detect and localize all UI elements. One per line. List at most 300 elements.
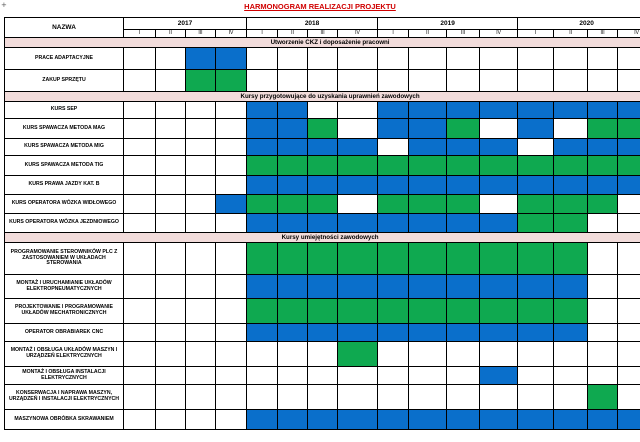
schedule-cell-blue xyxy=(247,176,278,195)
schedule-cell-blue xyxy=(308,324,338,342)
schedule-cell xyxy=(216,275,247,299)
schedule-cell-blue xyxy=(378,119,409,139)
row-name: OPERATOR OBRABIAREK CNC xyxy=(5,324,124,342)
schedule-cell-green xyxy=(588,385,618,410)
schedule-cell-blue xyxy=(447,139,480,156)
schedule-cell-blue xyxy=(338,324,378,342)
year-header: 2018 xyxy=(247,18,378,30)
schedule-cell xyxy=(518,48,554,70)
schedule-cell xyxy=(247,70,278,92)
schedule-cell-blue xyxy=(588,102,618,119)
schedule-cell xyxy=(554,385,588,410)
quarter-header: I xyxy=(124,30,156,38)
row-name: PROGRAMOWANIE STEROWNIKÓW PLC Z ZASTOSOWANIEM W UKŁADACH STEROWANIA xyxy=(5,243,124,275)
schedule-cell xyxy=(156,102,186,119)
schedule-cell xyxy=(186,102,216,119)
schedule-cell xyxy=(156,299,186,324)
schedule-cell xyxy=(480,385,518,410)
schedule-cell-green xyxy=(447,195,480,214)
table-row xyxy=(5,139,640,156)
schedule-cell-blue xyxy=(518,410,554,430)
schedule-cell xyxy=(618,367,640,385)
schedule-cell xyxy=(378,342,409,367)
schedule-cell-green xyxy=(338,243,378,275)
table-anchor-icon: + xyxy=(1,1,7,9)
schedule-cell xyxy=(588,70,618,92)
schedule-cell xyxy=(156,214,186,233)
schedule-cell xyxy=(156,119,186,139)
schedule-cell xyxy=(186,367,216,385)
quarter-header: I xyxy=(378,30,409,38)
row-name: KURS PRAWA JAZDY KAT. B xyxy=(5,176,124,195)
schedule-cell-blue xyxy=(378,176,409,195)
schedule-cell-green xyxy=(308,156,338,176)
schedule-cell xyxy=(447,48,480,70)
schedule-cell xyxy=(308,367,338,385)
schedule-cell xyxy=(618,214,640,233)
schedule-cell-blue xyxy=(480,214,518,233)
section-title: Kursy umiejętności zawodowych xyxy=(5,233,640,243)
schedule-cell-blue xyxy=(588,176,618,195)
schedule-cell xyxy=(308,102,338,119)
quarter-header: IV xyxy=(216,30,247,38)
schedule-cell xyxy=(308,70,338,92)
section-title: Kursy przygotowujące do uzyskania uprawnień zawodowych xyxy=(5,92,640,102)
section-row xyxy=(5,38,640,48)
schedule-cell-green xyxy=(247,299,278,324)
schedule-cell-green xyxy=(618,156,640,176)
row-name: MONTAŻ I OBSŁUGA INSTALACJI ELEKTRYCZNYCH xyxy=(5,367,124,385)
schedule-cell-green xyxy=(278,195,308,214)
schedule-cell-blue xyxy=(216,48,247,70)
schedule-cell xyxy=(480,70,518,92)
schedule-cell xyxy=(156,275,186,299)
schedule-cell-blue xyxy=(247,324,278,342)
schedule-cell xyxy=(480,195,518,214)
schedule-cell xyxy=(338,119,378,139)
table-row xyxy=(5,342,640,367)
schedule-cell-green xyxy=(409,299,447,324)
header-year-row xyxy=(5,18,640,30)
schedule-cell xyxy=(124,243,156,275)
schedule-cell xyxy=(308,385,338,410)
schedule-cell-blue xyxy=(308,410,338,430)
schedule-cell-blue xyxy=(409,139,447,156)
schedule-cell xyxy=(124,385,156,410)
schedule-cell xyxy=(308,48,338,70)
schedule-cell xyxy=(124,48,156,70)
schedule-cell xyxy=(156,243,186,275)
schedule-cell-blue xyxy=(447,410,480,430)
schedule-cell xyxy=(447,342,480,367)
schedule-cell-blue xyxy=(308,176,338,195)
schedule-cell-blue xyxy=(554,176,588,195)
schedule-cell-blue xyxy=(480,139,518,156)
schedule-cell-green xyxy=(447,156,480,176)
schedule-cell xyxy=(156,139,186,156)
schedule-cell-green xyxy=(308,299,338,324)
quarter-header: III xyxy=(588,30,618,38)
schedule-cell-green xyxy=(409,195,447,214)
schedule-cell-green xyxy=(588,119,618,139)
table-row xyxy=(5,385,640,410)
schedule-cell-blue xyxy=(378,410,409,430)
section-title: Utworzenie CKZ i doposażenie pracowni xyxy=(5,38,640,48)
schedule-cell-green xyxy=(518,195,554,214)
schedule-cell-green xyxy=(378,156,409,176)
schedule-cell-blue xyxy=(278,119,308,139)
schedule-cell-green xyxy=(278,156,308,176)
table-row xyxy=(5,195,640,214)
schedule-cell xyxy=(216,176,247,195)
schedule-cell xyxy=(124,275,156,299)
schedule-cell xyxy=(216,299,247,324)
table-row xyxy=(5,275,640,299)
schedule-cell xyxy=(588,214,618,233)
schedule-cell-blue xyxy=(554,139,588,156)
schedule-cell xyxy=(618,342,640,367)
schedule-cell xyxy=(480,119,518,139)
schedule-cell xyxy=(247,367,278,385)
schedule-cell xyxy=(447,367,480,385)
quarter-header: III xyxy=(308,30,338,38)
schedule-cell xyxy=(216,410,247,430)
schedule-cell-green xyxy=(409,243,447,275)
schedule-cell xyxy=(618,70,640,92)
schedule-cell xyxy=(216,342,247,367)
quarter-header: II xyxy=(554,30,588,38)
schedule-cell xyxy=(338,385,378,410)
schedule-cell xyxy=(378,139,409,156)
schedule-cell xyxy=(156,324,186,342)
schedule-cell xyxy=(156,410,186,430)
schedule-cell-blue xyxy=(447,275,480,299)
quarter-header: IV xyxy=(480,30,518,38)
schedule-cell xyxy=(338,48,378,70)
schedule-cell-green xyxy=(554,243,588,275)
schedule-cell-green xyxy=(588,195,618,214)
table-row xyxy=(5,102,640,119)
schedule-cell xyxy=(186,139,216,156)
schedule-cell xyxy=(278,367,308,385)
schedule-cell xyxy=(480,48,518,70)
quarter-header: II xyxy=(278,30,308,38)
schedule-cell xyxy=(156,156,186,176)
table-row xyxy=(5,299,640,324)
schedule-cell xyxy=(216,367,247,385)
schedule-cell-green xyxy=(518,214,554,233)
schedule-cell-blue xyxy=(480,410,518,430)
schedule-cell xyxy=(216,156,247,176)
table-row xyxy=(5,367,640,385)
schedule-cell-green xyxy=(378,195,409,214)
schedule-cell-green xyxy=(480,299,518,324)
schedule-cell-blue xyxy=(518,102,554,119)
schedule-cell-green xyxy=(247,243,278,275)
schedule-cell-blue xyxy=(378,324,409,342)
schedule-cell xyxy=(156,48,186,70)
schedule-cell xyxy=(278,385,308,410)
schedule-cell-blue xyxy=(409,410,447,430)
schedule-cell xyxy=(124,367,156,385)
schedule-cell-blue xyxy=(308,139,338,156)
schedule-cell xyxy=(588,243,618,275)
schedule-cell xyxy=(378,367,409,385)
schedule-cell-blue xyxy=(618,139,640,156)
schedule-cell-blue xyxy=(518,176,554,195)
schedule-cell-green xyxy=(278,299,308,324)
schedule-cell-blue xyxy=(338,176,378,195)
schedule-cell xyxy=(186,299,216,324)
schedule-cell xyxy=(124,119,156,139)
schedule-cell-blue xyxy=(186,48,216,70)
quarter-header: IV xyxy=(338,30,378,38)
schedule-cell-blue xyxy=(247,410,278,430)
schedule-cell xyxy=(186,176,216,195)
schedule-cell-blue xyxy=(216,195,247,214)
schedule-cell-blue xyxy=(409,275,447,299)
schedule-cell xyxy=(124,176,156,195)
schedule-cell-blue xyxy=(278,139,308,156)
schedule-cell xyxy=(278,70,308,92)
schedule-cell-blue xyxy=(447,102,480,119)
schedule-cell-green xyxy=(409,156,447,176)
table-row xyxy=(5,214,640,233)
schedule-cell-green xyxy=(588,156,618,176)
schedule-cell xyxy=(338,367,378,385)
schedule-cell-green xyxy=(278,243,308,275)
schedule-cell xyxy=(186,342,216,367)
schedule-cell-blue xyxy=(618,410,640,430)
schedule-cell xyxy=(247,48,278,70)
schedule-cell xyxy=(124,70,156,92)
schedule-cell-blue xyxy=(588,139,618,156)
schedule-cell-green xyxy=(518,243,554,275)
schedule-cell-blue xyxy=(308,275,338,299)
schedule-cell xyxy=(216,102,247,119)
schedule-cell xyxy=(124,342,156,367)
schedule-cell-green xyxy=(554,214,588,233)
schedule-cell-blue xyxy=(338,410,378,430)
row-name: MONTAŻ I URUCHAMIANIE UKŁADÓW ELEKTROPNEUMATYCZNYCH xyxy=(5,275,124,299)
schedule-cell-green xyxy=(518,156,554,176)
table-row xyxy=(5,410,640,430)
quarter-header: I xyxy=(518,30,554,38)
schedule-cell-green xyxy=(338,299,378,324)
schedule-table xyxy=(4,17,640,430)
schedule-cell-blue xyxy=(409,176,447,195)
table-row xyxy=(5,48,640,70)
schedule-cell xyxy=(156,385,186,410)
section-row xyxy=(5,233,640,243)
schedule-cell-blue xyxy=(338,139,378,156)
schedule-cell-green xyxy=(216,70,247,92)
schedule-cell xyxy=(186,385,216,410)
schedule-cell xyxy=(447,385,480,410)
schedule-cell-blue xyxy=(409,324,447,342)
schedule-cell-blue xyxy=(378,102,409,119)
schedule-cell-blue xyxy=(308,214,338,233)
schedule-cell-green xyxy=(308,195,338,214)
schedule-cell-blue xyxy=(338,214,378,233)
schedule-cell xyxy=(216,214,247,233)
schedule-cell-blue xyxy=(588,410,618,430)
schedule-cell xyxy=(247,385,278,410)
schedule-cell xyxy=(186,275,216,299)
schedule-cell-blue xyxy=(480,324,518,342)
schedule-cell xyxy=(618,195,640,214)
schedule-cell-green xyxy=(308,119,338,139)
schedule-cell-green xyxy=(447,119,480,139)
schedule-cell-blue xyxy=(409,102,447,119)
schedule-cell-blue xyxy=(554,324,588,342)
name-column-header: NAZWA xyxy=(5,18,124,38)
row-name: KONSERWACJA I NAPRAWA MASZYN, URZĄDZEŃ I INSTALACJI ELEKTRYCZNYCH xyxy=(5,385,124,410)
schedule-cell-blue xyxy=(480,102,518,119)
schedule-cell-green xyxy=(554,195,588,214)
quarter-header: III xyxy=(186,30,216,38)
quarter-header: III xyxy=(447,30,480,38)
row-name: MONTAŻ I OBSŁUGA UKŁADÓW MASZYN I URZĄDZEŃ ELEKTRYCZNYCH xyxy=(5,342,124,367)
schedule-cell xyxy=(409,342,447,367)
schedule-cell xyxy=(588,275,618,299)
schedule-cell xyxy=(409,385,447,410)
schedule-cell-blue xyxy=(247,119,278,139)
schedule-cell xyxy=(156,367,186,385)
schedule-cell-blue xyxy=(518,275,554,299)
schedule-cell xyxy=(554,367,588,385)
schedule-cell-blue xyxy=(278,410,308,430)
schedule-cell-green xyxy=(378,299,409,324)
schedule-cell xyxy=(618,385,640,410)
schedule-cell xyxy=(186,195,216,214)
schedule-cell-blue xyxy=(247,102,278,119)
schedule-cell-green xyxy=(247,156,278,176)
schedule-cell xyxy=(186,119,216,139)
schedule-cell xyxy=(409,70,447,92)
row-name: PRACE ADAPTACYJNE xyxy=(5,48,124,70)
schedule-cell-blue xyxy=(409,119,447,139)
schedule-cell xyxy=(618,243,640,275)
schedule-cell xyxy=(186,243,216,275)
year-header: 2020 xyxy=(518,18,640,30)
schedule-cell xyxy=(588,299,618,324)
quarter-header: I xyxy=(247,30,278,38)
schedule-cell-green xyxy=(186,70,216,92)
table-row xyxy=(5,70,640,92)
schedule-cell xyxy=(618,48,640,70)
schedule-cell xyxy=(124,195,156,214)
schedule-cell-blue xyxy=(480,367,518,385)
row-name: KURS OPERATORA WÓZKA JEZDNIOWEGO xyxy=(5,214,124,233)
table-row xyxy=(5,156,640,176)
row-name: KURS SPAWACZA METODA MIG xyxy=(5,139,124,156)
schedule-cell xyxy=(554,119,588,139)
quarter-header: II xyxy=(409,30,447,38)
schedule-cell-blue xyxy=(480,275,518,299)
schedule-cell xyxy=(186,410,216,430)
row-name: KURS OPERATORA WÓZKA WIDŁOWEGO xyxy=(5,195,124,214)
schedule-cell-green xyxy=(618,119,640,139)
schedule-cell xyxy=(216,139,247,156)
schedule-cell xyxy=(186,156,216,176)
schedule-cell xyxy=(124,102,156,119)
schedule-cell xyxy=(588,48,618,70)
schedule-cell-green xyxy=(518,299,554,324)
schedule-cell-blue xyxy=(447,324,480,342)
section-row xyxy=(5,92,640,102)
schedule-cell xyxy=(186,214,216,233)
row-name: PROJEKTOWANIE I PROGRAMOWANIE UKŁADÓW MECHATRONICZNYCH xyxy=(5,299,124,324)
schedule-cell-blue xyxy=(618,176,640,195)
schedule-cell-blue xyxy=(554,102,588,119)
schedule-cell-blue xyxy=(278,324,308,342)
schedule-cell xyxy=(156,176,186,195)
schedule-cell-blue xyxy=(278,176,308,195)
quarter-header: IV xyxy=(618,30,640,38)
schedule-cell-blue xyxy=(409,214,447,233)
schedule-cell-blue xyxy=(480,176,518,195)
schedule-cell xyxy=(186,324,216,342)
schedule-cell xyxy=(588,324,618,342)
schedule-cell-green xyxy=(338,156,378,176)
schedule-cell xyxy=(124,410,156,430)
schedule-cell-blue xyxy=(447,176,480,195)
schedule-cell-blue xyxy=(554,410,588,430)
row-name: ZAKUP SPRZĘTU xyxy=(5,70,124,92)
schedule-cell xyxy=(518,367,554,385)
schedule-cell-green xyxy=(480,243,518,275)
schedule-cell xyxy=(518,342,554,367)
year-header: 2019 xyxy=(378,18,518,30)
year-header: 2017 xyxy=(124,18,247,30)
schedule-cell-blue xyxy=(518,324,554,342)
schedule-cell xyxy=(216,243,247,275)
quarter-header: II xyxy=(156,30,186,38)
schedule-cell xyxy=(409,367,447,385)
schedule-cell-green xyxy=(247,195,278,214)
schedule-cell-green xyxy=(554,299,588,324)
schedule-cell xyxy=(618,324,640,342)
page-title: HARMONOGRAM REALIZACJI PROJEKTU xyxy=(244,2,396,11)
schedule-cell-blue xyxy=(278,214,308,233)
schedule-body xyxy=(5,38,640,430)
schedule-cell xyxy=(278,342,308,367)
schedule-cell-blue xyxy=(554,275,588,299)
row-name: KURS SEP xyxy=(5,102,124,119)
schedule-cell xyxy=(409,48,447,70)
schedule-cell xyxy=(247,342,278,367)
schedule-cell xyxy=(156,70,186,92)
schedule-cell xyxy=(338,102,378,119)
schedule-cell xyxy=(554,342,588,367)
schedule-cell xyxy=(124,156,156,176)
schedule-cell xyxy=(124,139,156,156)
schedule-cell-green xyxy=(480,156,518,176)
schedule-cell-green xyxy=(447,243,480,275)
schedule-cell-blue xyxy=(247,139,278,156)
schedule-cell-blue xyxy=(378,214,409,233)
row-name: KURS SPAWACZA METODA TIG xyxy=(5,156,124,176)
schedule-cell-green xyxy=(338,342,378,367)
schedule-cell xyxy=(278,48,308,70)
schedule-cell xyxy=(216,324,247,342)
schedule-cell-blue xyxy=(247,275,278,299)
schedule-cell xyxy=(338,70,378,92)
schedule-cell xyxy=(124,324,156,342)
schedule-cell-green xyxy=(308,243,338,275)
schedule-cell xyxy=(518,139,554,156)
